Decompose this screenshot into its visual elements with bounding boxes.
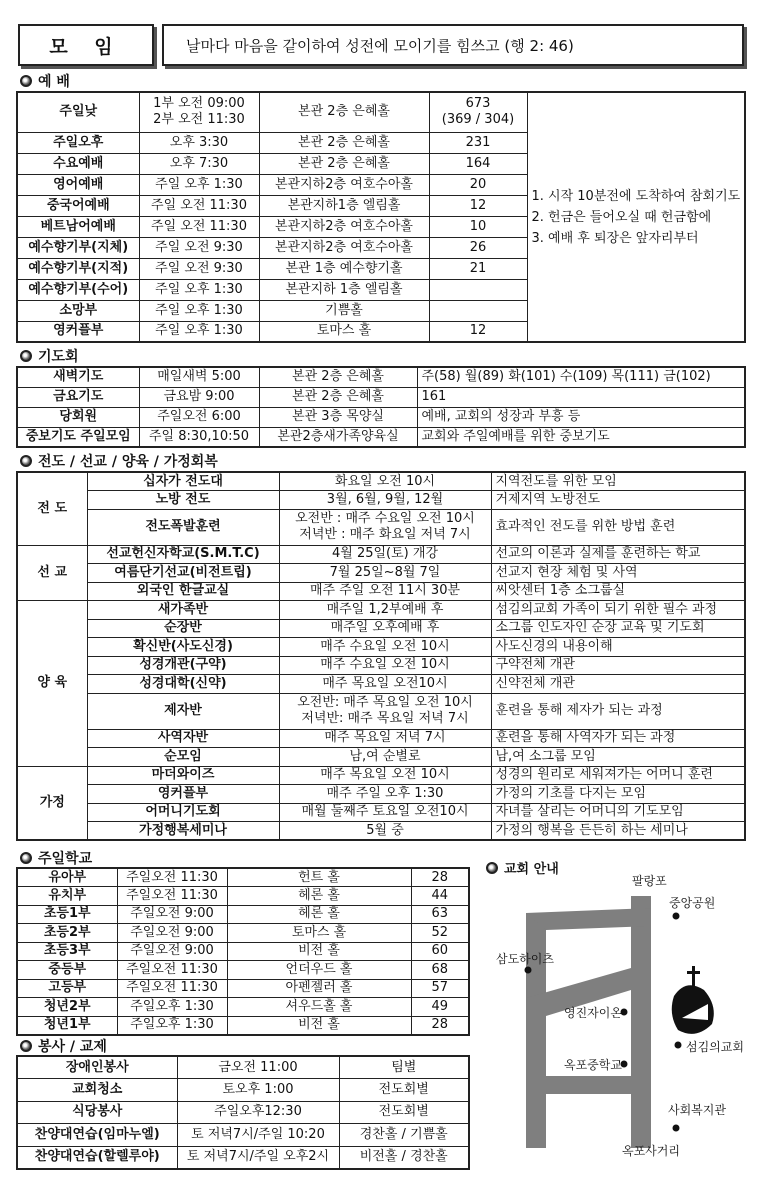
worship-time: 주일 오후 1:30 <box>139 174 259 195</box>
school-place: 헌트 홀 <box>227 868 411 887</box>
worship-place: 본관지하2층 여호수아홀 <box>259 216 429 237</box>
mission-time: 화요일 오전 10시 <box>279 472 491 491</box>
mission-name: 순장반 <box>87 619 279 638</box>
school-name: 고등부 <box>17 979 117 998</box>
prayer-desc: 주(58) 월(89) 화(101) 수(109) 목(111) 금(102) <box>417 367 745 387</box>
mission-time: 매주 목요일 오전 10시 <box>279 766 491 785</box>
section-title-prayer <box>20 348 79 364</box>
service-time: 토 저녁7시/주일 오후2시 <box>177 1146 339 1169</box>
mission-name: 가정행복세미나 <box>87 822 279 841</box>
mission-desc: 훈련을 통해 제자가 되는 과정 <box>491 693 745 729</box>
prayer-name: 중보기도 주일모임 <box>17 427 139 447</box>
mission-name: 노방 전도 <box>87 491 279 510</box>
worship-name: 영커플부 <box>17 321 139 342</box>
worship-note: 3. 예배 후 퇴장은 앞자리부터 <box>531 230 699 246</box>
prayer-place: 본관 2층 은혜홀 <box>259 387 417 407</box>
worship-place: 본관 2층 은혜홀 <box>259 92 429 132</box>
header-verse: 날마다 마음을 같이하여 성전에 모이기를 힘쓰고 (행 2: 46) <box>162 24 744 66</box>
worship-name: 수요예배 <box>17 153 139 174</box>
table-row <box>17 675 745 694</box>
prayer-desc: 161 <box>417 387 745 407</box>
mission-desc: 거제지역 노방전도 <box>491 491 745 510</box>
service-name: 식당봉사 <box>17 1101 177 1124</box>
mission-time: 매주일 1,2부예배 후 <box>279 601 491 620</box>
table-row <box>17 1146 469 1169</box>
page-header <box>16 24 744 66</box>
worship-time: 오후 3:30 <box>139 132 259 153</box>
table-row <box>17 472 745 491</box>
mission-time: 오전반: 매주 목요일 오전 10시 저녁반: 매주 목요일 저녁 7시 <box>279 693 491 729</box>
mission-time: 3월, 6월, 9월, 12월 <box>279 491 491 510</box>
mission-name: 영커플부 <box>87 785 279 804</box>
school-count: 49 <box>411 998 469 1017</box>
table-row <box>17 1101 469 1124</box>
table-row <box>17 656 745 675</box>
prayer-name: 당회원 <box>17 407 139 427</box>
mission-time: 오전반 : 매주 수요일 오전 10시 저녁반 : 매주 화요일 저녁 7시 <box>279 509 491 545</box>
mission-desc: 선교의 이론과 실제를 훈련하는 학교 <box>491 545 745 564</box>
school-name: 유치부 <box>17 887 117 906</box>
table-row <box>17 887 469 906</box>
mission-desc: 선교지 현장 체험 및 사역 <box>491 564 745 583</box>
map-label-okpo-middle: 옥포중학교 <box>564 1058 622 1072</box>
prayer-place: 본관 2층 은혜홀 <box>259 367 417 387</box>
map-label-okpo-cross: 옥포사거리 <box>622 1144 680 1158</box>
prayer-table <box>16 366 746 448</box>
table-row <box>17 785 745 804</box>
mission-name: 성경개관(구약) <box>87 656 279 675</box>
worship-place: 본관지하2층 여호수아홀 <box>259 174 429 195</box>
mission-name: 전도폭발훈련 <box>87 509 279 545</box>
mission-group: 전 도 <box>17 472 87 545</box>
school-place: 언더우드 홀 <box>227 961 411 980</box>
mission-name: 어머니기도회 <box>87 803 279 822</box>
mission-table <box>16 471 746 841</box>
mission-group: 양 육 <box>17 601 87 767</box>
table-row <box>17 693 745 729</box>
mission-name: 마더와이즈 <box>87 766 279 785</box>
bullet-icon <box>20 455 32 467</box>
school-time: 주일오전 11:30 <box>117 979 227 998</box>
mission-desc: 신약전체 개관 <box>491 675 745 694</box>
table-row <box>17 427 745 447</box>
table-row <box>17 367 745 387</box>
bullet-icon <box>20 1040 32 1052</box>
worship-time: 오후 7:30 <box>139 153 259 174</box>
worship-time: 주일 오후 1:30 <box>139 321 259 342</box>
table-row <box>17 998 469 1017</box>
table-row <box>17 491 745 510</box>
mission-name: 성경대학(신약) <box>87 675 279 694</box>
worship-time: 주일 오전 9:30 <box>139 258 259 279</box>
table-row <box>17 509 745 545</box>
mission-desc: 구약전체 개관 <box>491 656 745 675</box>
prayer-time: 매일새벽 5:00 <box>139 367 259 387</box>
worship-time: 1부 오전 09:00 2부 오전 11:30 <box>139 92 259 132</box>
worship-count <box>429 300 527 321</box>
school-count: 28 <box>411 868 469 887</box>
worship-time: 주일 오전 11:30 <box>139 216 259 237</box>
mission-desc: 효과적인 전도를 위한 방법 훈련 <box>491 509 745 545</box>
mission-desc: 자녀를 살리는 어머니의 기도모임 <box>491 803 745 822</box>
school-time: 주일오전 9:00 <box>117 942 227 961</box>
service-name: 찬양대연습(할렐루야) <box>17 1146 177 1169</box>
school-count: 28 <box>411 1016 469 1035</box>
worship-count: 12 <box>429 321 527 342</box>
map-label-yeongjin: 영진자이온 <box>564 1006 622 1020</box>
section-title-service <box>20 1038 107 1054</box>
school-time: 주일오전 11:30 <box>117 887 227 906</box>
prayer-time: 금요밤 9:00 <box>139 387 259 407</box>
section-label: 봉사 / 교제 <box>38 1039 107 1055</box>
table-row <box>17 803 745 822</box>
school-count: 57 <box>411 979 469 998</box>
service-who: 비전홀 / 경찬홀 <box>339 1146 469 1169</box>
mission-desc: 가정의 행복을 든든히 하는 세미나 <box>491 822 745 841</box>
map-block <box>546 930 631 1138</box>
table-row <box>17 1124 469 1147</box>
mission-desc: 가정의 기초를 다지는 모임 <box>491 785 745 804</box>
page-title: 모 임 <box>18 24 154 66</box>
worship-name: 중국어예배 <box>17 195 139 216</box>
table-row <box>17 748 745 767</box>
service-time: 금오전 11:00 <box>177 1056 339 1079</box>
school-place: 아펜젤러 홀 <box>227 979 411 998</box>
mission-time: 5월 중 <box>279 822 491 841</box>
school-count: 44 <box>411 887 469 906</box>
worship-time: 주일 오후 1:30 <box>139 279 259 300</box>
worship-count: 26 <box>429 237 527 258</box>
service-name: 찬양대연습(임마누엘) <box>17 1124 177 1147</box>
road-west <box>526 998 546 1148</box>
mission-name: 사역자반 <box>87 729 279 748</box>
mission-desc: 지역전도를 위한 모임 <box>491 472 745 491</box>
worship-place: 본관지하1층 엘림홀 <box>259 195 429 216</box>
worship-place: 본관지하2층 여호수아홀 <box>259 237 429 258</box>
section-label: 전도 / 선교 / 양육 / 가정회복 <box>38 454 218 470</box>
map-label-welfare: 사회복지관 <box>668 1103 726 1117</box>
school-time: 주일오전 11:30 <box>117 961 227 980</box>
table-row <box>17 387 745 407</box>
service-who: 전도회별 <box>339 1101 469 1124</box>
school-name: 초등1부 <box>17 905 117 924</box>
table-row <box>17 1056 469 1079</box>
service-who: 경찬홀 / 기쁨홀 <box>339 1124 469 1147</box>
worship-table <box>16 91 746 343</box>
worship-name: 예수향기부(지체) <box>17 237 139 258</box>
mission-desc: 성경의 원리로 세워져가는 어머니 훈련 <box>491 766 745 785</box>
table-row <box>17 601 745 620</box>
mission-time: 매주 주일 오전 11시 30분 <box>279 582 491 601</box>
bullet-icon <box>20 350 32 362</box>
mission-group: 선 교 <box>17 545 87 601</box>
school-name: 청년2부 <box>17 998 117 1017</box>
worship-place: 본관 2층 은혜홀 <box>259 153 429 174</box>
table-row <box>17 942 469 961</box>
table-row <box>17 868 469 887</box>
school-place: 토마스 홀 <box>227 924 411 943</box>
sunday-school-table <box>16 867 470 1036</box>
mission-name: 여름단기선교(비전트립) <box>87 564 279 583</box>
worship-time: 주일 오후 1:30 <box>139 300 259 321</box>
school-time: 주일오전 9:00 <box>117 924 227 943</box>
mission-name: 선교헌신자학교(S.M.T.C) <box>87 545 279 564</box>
mission-time: 매주 목요일 오전10시 <box>279 675 491 694</box>
service-time: 토오후 1:00 <box>177 1079 339 1102</box>
school-time: 주일오후 1:30 <box>117 1016 227 1035</box>
table-row <box>17 1016 469 1035</box>
worship-name: 예수향기부(지적) <box>17 258 139 279</box>
worship-time: 주일 오전 11:30 <box>139 195 259 216</box>
worship-count: 12 <box>429 195 527 216</box>
prayer-place: 본관2층새가족양육실 <box>259 427 417 447</box>
worship-name: 영어예배 <box>17 174 139 195</box>
mission-name: 새가족반 <box>87 601 279 620</box>
map-label-samdo: 삼도하이츠 <box>496 952 554 966</box>
worship-place: 본관지하 1층 엘림홀 <box>259 279 429 300</box>
worship-note: 1. 시작 10분전에 도착하여 참회기도 <box>531 188 741 204</box>
table-row <box>17 564 745 583</box>
prayer-name: 금요기도 <box>17 387 139 407</box>
school-name: 초등3부 <box>17 942 117 961</box>
prayer-name: 새벽기도 <box>17 367 139 387</box>
mission-time: 7월 25일~8월 7일 <box>279 564 491 583</box>
section-title-worship <box>20 73 70 89</box>
mission-time: 매주 수요일 오전 10시 <box>279 656 491 675</box>
school-time: 주일오전 11:30 <box>117 868 227 887</box>
worship-name: 주일오후 <box>17 132 139 153</box>
school-place: 셔우드홀 홀 <box>227 998 411 1017</box>
mission-name: 외국인 한글교실 <box>87 582 279 601</box>
worship-place: 기쁨홀 <box>259 300 429 321</box>
bullet-icon <box>20 75 32 87</box>
table-row <box>17 407 745 427</box>
school-count: 63 <box>411 905 469 924</box>
worship-notes <box>527 92 745 342</box>
section-title-sunday-school <box>20 850 92 866</box>
worship-count: 231 <box>429 132 527 153</box>
section-label: 예 배 <box>38 74 70 90</box>
worship-count: 164 <box>429 153 527 174</box>
worship-count: 20 <box>429 174 527 195</box>
road-cross <box>526 1076 651 1094</box>
service-who: 전도회별 <box>339 1079 469 1102</box>
table-row <box>17 822 745 841</box>
school-count: 68 <box>411 961 469 980</box>
school-time: 주일오후 1:30 <box>117 998 227 1017</box>
bullet-icon <box>20 852 32 864</box>
mission-desc: 소그룹 인도자인 순장 교육 및 기도회 <box>491 619 745 638</box>
school-place: 헤론 홀 <box>227 887 411 906</box>
school-place: 비전 홀 <box>227 942 411 961</box>
map-label-central-park: 중앙공원 <box>669 896 716 910</box>
table-row <box>17 619 745 638</box>
mission-name: 십자가 전도대 <box>87 472 279 491</box>
worship-count: 10 <box>429 216 527 237</box>
mission-desc: 섬김의교회 가족이 되기 위한 필수 과정 <box>491 601 745 620</box>
school-place: 비전 홀 <box>227 1016 411 1035</box>
table-row <box>17 545 745 564</box>
table-row <box>17 92 745 132</box>
mission-time: 매월 둘째주 토요일 오전10시 <box>279 803 491 822</box>
school-name: 청년1부 <box>17 1016 117 1035</box>
mission-desc: 사도신경의 내용이해 <box>491 638 745 657</box>
mission-desc: 훈련을 통해 사역자가 되는 과정 <box>491 729 745 748</box>
school-name: 유아부 <box>17 868 117 887</box>
school-count: 60 <box>411 942 469 961</box>
worship-place: 본관 1층 예수향기홀 <box>259 258 429 279</box>
mission-time: 4월 25일(토) 개강 <box>279 545 491 564</box>
mission-name: 제자반 <box>87 693 279 729</box>
table-row <box>17 766 745 785</box>
school-name: 초등2부 <box>17 924 117 943</box>
worship-name: 주일낮 <box>17 92 139 132</box>
table-row <box>17 1079 469 1102</box>
worship-name: 소망부 <box>17 300 139 321</box>
mission-time: 매주 주일 오후 1:30 <box>279 785 491 804</box>
worship-place: 토마스 홀 <box>259 321 429 342</box>
service-name: 교회청소 <box>17 1079 177 1102</box>
prayer-desc: 교회와 주일예배를 위한 중보기도 <box>417 427 745 447</box>
service-name: 장애인봉사 <box>17 1056 177 1079</box>
table-row <box>17 729 745 748</box>
school-count: 52 <box>411 924 469 943</box>
worship-time: 주일 오전 9:30 <box>139 237 259 258</box>
school-place: 헤론 홀 <box>227 905 411 924</box>
section-label: 기도회 <box>38 349 79 365</box>
mission-name: 확신반(사도신경) <box>87 638 279 657</box>
table-row <box>17 961 469 980</box>
service-time: 토 저녁7시/주일 10:20 <box>177 1124 339 1147</box>
mission-group: 가정 <box>17 766 87 840</box>
worship-note: 2. 헌금은 들어오실 때 헌금함에 <box>531 209 712 225</box>
table-row <box>17 924 469 943</box>
mission-time: 남,여 순별로 <box>279 748 491 767</box>
church-logo-icon <box>672 966 714 1034</box>
school-time: 주일오전 9:00 <box>117 905 227 924</box>
mission-time: 매주 목요일 저녁 7시 <box>279 729 491 748</box>
map-label-church: 섬김의교회 <box>686 1040 744 1054</box>
worship-name: 예수향기부(수어) <box>17 279 139 300</box>
worship-count: 673 (369 / 304) <box>429 92 527 132</box>
prayer-place: 본관 3층 목양실 <box>259 407 417 427</box>
table-row <box>17 905 469 924</box>
church-map <box>486 858 746 1170</box>
mission-time: 매주일 오후예배 후 <box>279 619 491 638</box>
mission-desc: 남,여 소그룹 모임 <box>491 748 745 767</box>
map-title-label: 교회 안내 <box>504 862 559 877</box>
worship-count: 21 <box>429 258 527 279</box>
map-label-palrangpo: 팔랑포 <box>632 874 667 888</box>
service-time: 주일오후12:30 <box>177 1101 339 1124</box>
table-row <box>17 582 745 601</box>
prayer-time: 주일오전 6:00 <box>139 407 259 427</box>
service-who: 팀별 <box>339 1056 469 1079</box>
table-row <box>17 979 469 998</box>
prayer-time: 주일 8:30,10:50 <box>139 427 259 447</box>
section-title-mission <box>20 453 218 469</box>
table-row <box>17 638 745 657</box>
school-name: 중등부 <box>17 961 117 980</box>
worship-place: 본관 2층 은혜홀 <box>259 132 429 153</box>
worship-count <box>429 279 527 300</box>
worship-name: 베트남어예배 <box>17 216 139 237</box>
section-label: 주일학교 <box>38 851 93 867</box>
mission-name: 순모임 <box>87 748 279 767</box>
mission-time: 매주 수요일 오전 10시 <box>279 638 491 657</box>
prayer-desc: 예배, 교회의 성장과 부흥 등 <box>417 407 745 427</box>
service-table <box>16 1055 470 1170</box>
mission-desc: 씨앗센터 1층 소그룹실 <box>491 582 745 601</box>
